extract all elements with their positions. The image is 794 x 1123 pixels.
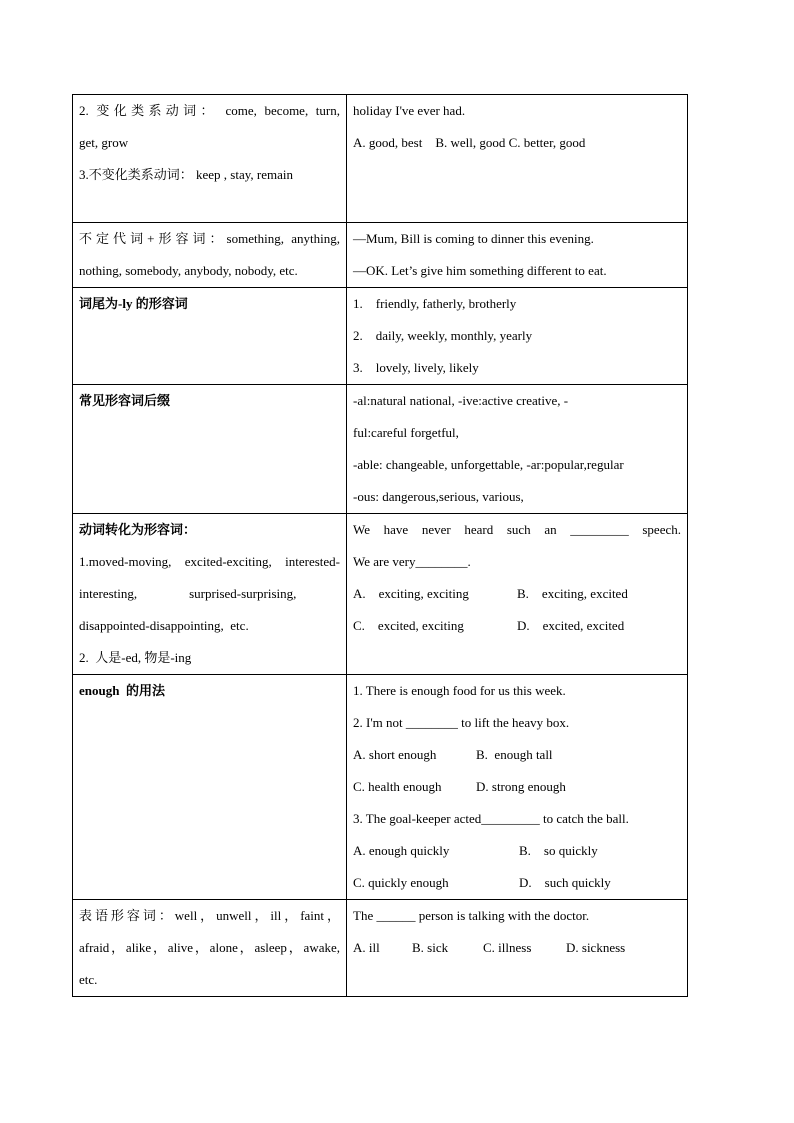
option-b: B. so quickly xyxy=(519,843,598,858)
table-row xyxy=(73,223,688,288)
cell-text: get, grow xyxy=(79,135,129,150)
table-cell-left xyxy=(73,385,347,514)
answer-options xyxy=(353,771,681,803)
question-text: We have never heard such an _________ speech. xyxy=(353,522,681,537)
option-a: A. short enough xyxy=(353,747,437,762)
question-text: The ______ person is talking with the doctor. xyxy=(353,908,590,923)
list-item: 2. daily, weekly, monthly, yearly xyxy=(353,328,533,343)
cell-text: 2. 变化类系动词： come, become, turn, xyxy=(79,103,340,118)
option-d: D. sickness xyxy=(566,940,626,955)
table-cell-left xyxy=(73,514,347,675)
option-a: A. exciting, exciting xyxy=(353,586,469,601)
option-c: C. illness xyxy=(483,940,532,955)
option-c: C. health enough xyxy=(353,779,442,794)
section-heading: enough 的用法 xyxy=(79,683,165,698)
table-cell-right xyxy=(347,223,688,288)
table-row xyxy=(73,900,688,997)
cell-text: 1.moved-moving, excited-exciting, interested- xyxy=(79,554,340,569)
table-row xyxy=(73,675,688,900)
table-cell-right xyxy=(347,385,688,514)
cell-text: interesting, surprised-surprising, xyxy=(79,586,297,601)
table-cell-right xyxy=(347,675,688,900)
answer-options xyxy=(353,835,681,867)
cell-text: disappointed-disappointing, etc. xyxy=(79,618,249,633)
table-cell-right xyxy=(347,514,688,675)
question-text: 3. The goal-keeper acted_________ to catch the ball. xyxy=(353,811,629,826)
question-text: 2. I'm not ________ to lift the heavy box. xyxy=(353,715,570,730)
answer-options xyxy=(353,739,681,771)
option-b: B. enough tall xyxy=(476,747,553,762)
cell-text: etc. xyxy=(79,972,98,987)
cell-text: —OK. Let’s give him something different to eat. xyxy=(353,263,607,278)
cell-text: 不定代词+形容词：something, anything, xyxy=(79,231,340,246)
answer-options xyxy=(353,610,681,642)
answer-options: A. good, best B. well, good C. better, good xyxy=(353,135,586,150)
table-cell-right xyxy=(347,900,688,997)
section-heading: 常见形容词后缀 xyxy=(79,393,171,408)
cell-text: —Mum, Bill is coming to dinner this evening. xyxy=(353,231,594,246)
option-b: B. sick xyxy=(412,940,449,955)
cell-text: holiday I've ever had. xyxy=(353,103,466,118)
cell-text: -ous: dangerous,serious, various, xyxy=(353,489,524,504)
table-row xyxy=(73,385,688,514)
option-d: D. such quickly xyxy=(519,875,611,890)
table-row xyxy=(73,514,688,675)
cell-text: 3.不变化类系动词： keep , stay, remain xyxy=(79,167,293,182)
option-d: D. strong enough xyxy=(476,779,566,794)
grammar-table xyxy=(72,94,688,997)
cell-text: 2. 人是-ed, 物是-ing xyxy=(79,650,192,665)
section-heading: 动词转化为形容词： xyxy=(79,522,197,537)
option-b: B. exciting, excited xyxy=(517,586,628,601)
table-cell-left xyxy=(73,288,347,385)
table-cell-right xyxy=(347,288,688,385)
table-cell-left xyxy=(73,675,347,900)
table-cell-left xyxy=(73,95,347,223)
option-a: A. ill xyxy=(353,940,380,955)
table-cell-left xyxy=(73,900,347,997)
cell-text: nothing, somebody, anybody, nobody, etc. xyxy=(79,263,298,278)
question-text: We are very________. xyxy=(353,554,471,569)
question-text: 1. There is enough food for us this week. xyxy=(353,683,566,698)
table-row xyxy=(73,95,688,223)
answer-options xyxy=(353,867,681,899)
cell-text: -al:natural national, -ive:active creative, - xyxy=(353,393,569,408)
answer-options xyxy=(353,578,681,610)
option-a: A. enough quickly xyxy=(353,843,450,858)
table-row xyxy=(73,288,688,385)
section-heading: 词尾为-ly 的形容词 xyxy=(79,296,188,311)
cell-text: afraid，alike，alive，alone，asleep，awake, xyxy=(79,940,340,955)
answer-options xyxy=(353,932,681,964)
option-d: D. excited, excited xyxy=(517,618,625,633)
cell-text: ful:careful forgetful, xyxy=(353,425,459,440)
option-c: C. excited, exciting xyxy=(353,618,464,633)
section-heading: 表语形容词：well，unwell，ill，faint， xyxy=(79,908,340,923)
option-c: C. quickly enough xyxy=(353,875,449,890)
table-cell-right xyxy=(347,95,688,223)
table-cell-left xyxy=(73,223,347,288)
list-item: 3. lovely, lively, likely xyxy=(353,360,479,375)
cell-text: -able: changeable, unforgettable, -ar:popular,regular xyxy=(353,457,624,472)
list-item: 1. friendly, fatherly, brotherly xyxy=(353,296,517,311)
